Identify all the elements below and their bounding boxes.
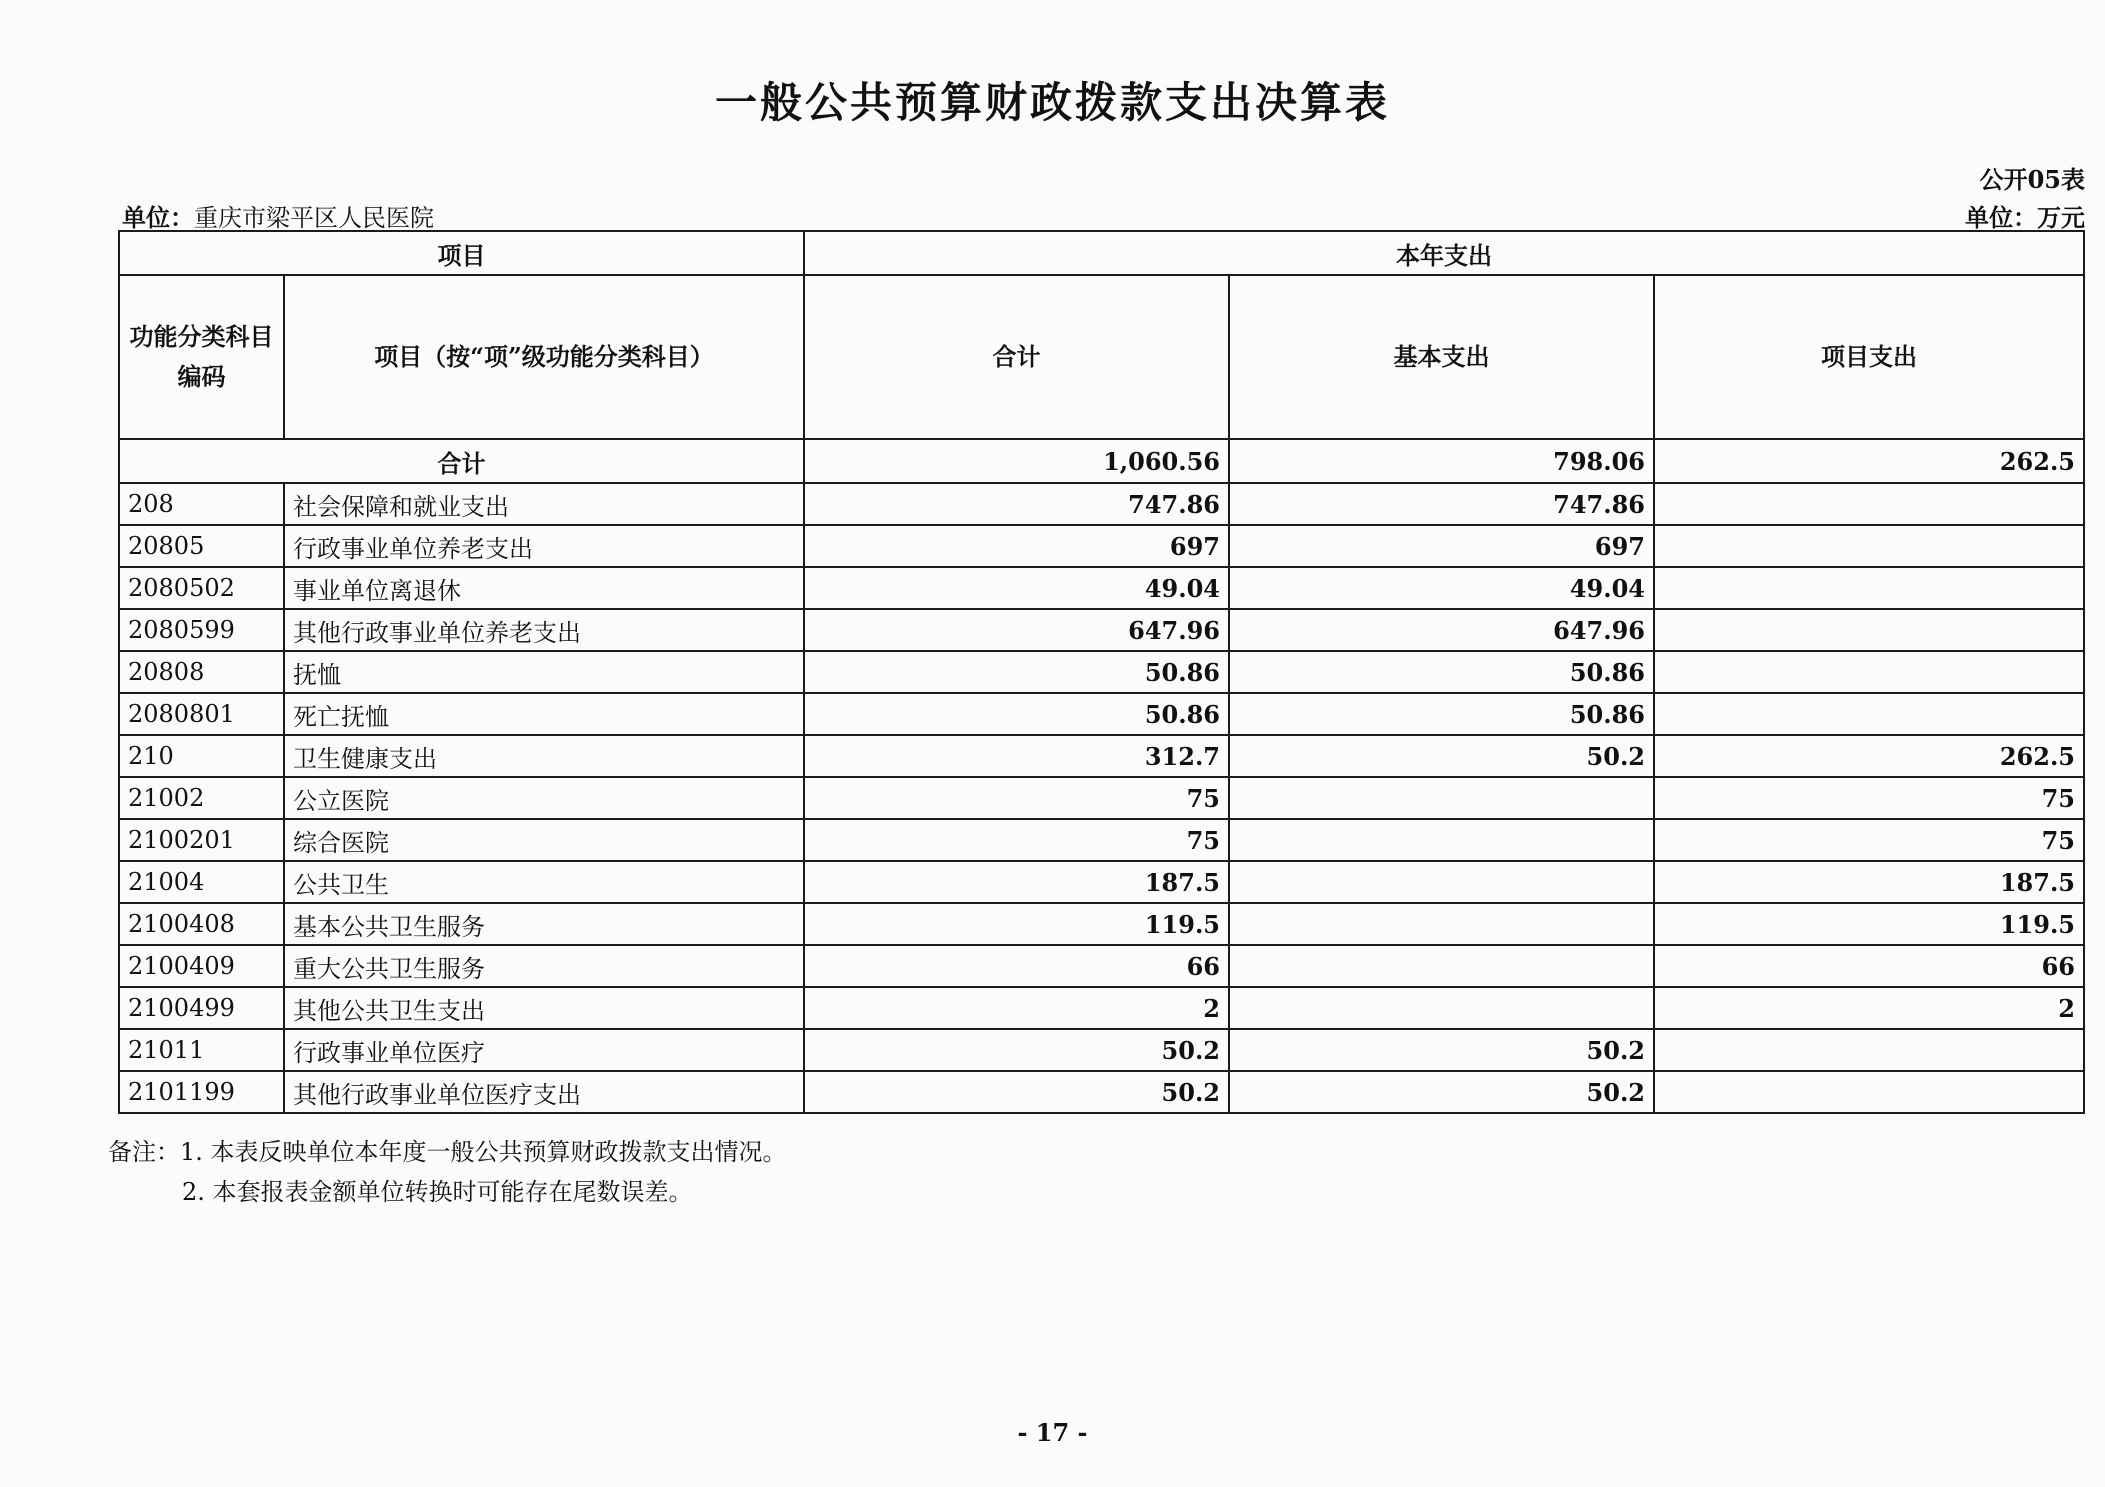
row-basic: [1229, 903, 1654, 945]
row-total: 697: [804, 525, 1229, 567]
row-code: 2100408: [119, 903, 284, 945]
row-project: 75: [1654, 777, 2084, 819]
row-project: [1654, 609, 2084, 651]
row-code: 21002: [119, 777, 284, 819]
row-total: 50.86: [804, 651, 1229, 693]
row-project: [1654, 567, 2084, 609]
row-name: 卫生健康支出: [284, 735, 804, 777]
row-total: 647.96: [804, 609, 1229, 651]
row-basic: 50.2: [1229, 1029, 1654, 1071]
row-basic: 50.2: [1229, 735, 1654, 777]
row-name: 其他行政事业单位养老支出: [284, 609, 804, 651]
header-code: 功能分类科目编码: [119, 275, 284, 439]
row-total: 75: [804, 777, 1229, 819]
row-name: 重大公共卫生服务: [284, 945, 804, 987]
total-row: [119, 439, 2084, 483]
row-code: 2100201: [119, 819, 284, 861]
header-current-year: 本年支出: [804, 231, 2084, 275]
row-project: [1654, 693, 2084, 735]
total-project: 262.5: [1654, 439, 2084, 483]
row-total: 187.5: [804, 861, 1229, 903]
row-basic: 50.86: [1229, 693, 1654, 735]
unit-line: [122, 198, 434, 233]
row-total: 747.86: [804, 483, 1229, 525]
row-name: 行政事业单位医疗: [284, 1029, 804, 1071]
row-project: 187.5: [1654, 861, 2084, 903]
row-name: 综合医院: [284, 819, 804, 861]
row-project: 119.5: [1654, 903, 2084, 945]
row-project: 75: [1654, 819, 2084, 861]
unit-name: 重庆市梁平区人民医院: [194, 204, 434, 232]
row-code: 2080502: [119, 567, 284, 609]
table-row: [119, 651, 2084, 693]
row-project: 2: [1654, 987, 2084, 1029]
table-row: [119, 987, 2084, 1029]
row-name: 社会保障和就业支出: [284, 483, 804, 525]
total-label: 合计: [119, 439, 804, 483]
table-row: [119, 1029, 2084, 1071]
row-name: 死亡抚恤: [284, 693, 804, 735]
row-total: 312.7: [804, 735, 1229, 777]
row-code: 21011: [119, 1029, 284, 1071]
row-code: 2080801: [119, 693, 284, 735]
header-row-1: [119, 231, 2084, 275]
note-2: 2. 本套报表金额单位转换时可能存在尾数误差。: [182, 1178, 693, 1206]
row-total: 119.5: [804, 903, 1229, 945]
row-code: 20808: [119, 651, 284, 693]
row-name: 公共卫生: [284, 861, 804, 903]
row-name: 事业单位离退休: [284, 567, 804, 609]
table-row: [119, 693, 2084, 735]
report-title: 一般公共预算财政拨款支出决算表: [714, 78, 1390, 127]
table-row: [119, 945, 2084, 987]
table-row: [119, 777, 2084, 819]
row-project: 262.5: [1654, 735, 2084, 777]
row-code: 2080599: [119, 609, 284, 651]
unit-label: 单位：: [122, 203, 194, 232]
row-project: [1654, 1029, 2084, 1071]
row-basic: 747.86: [1229, 483, 1654, 525]
row-basic: 49.04: [1229, 567, 1654, 609]
row-code: 2101199: [119, 1071, 284, 1113]
row-code: 208: [119, 483, 284, 525]
notes: [108, 1132, 787, 1212]
row-name: 行政事业单位养老支出: [284, 525, 804, 567]
table-row: [119, 903, 2084, 945]
header-project: 项目: [119, 231, 804, 275]
row-total: 49.04: [804, 567, 1229, 609]
row-name: 其他行政事业单位医疗支出: [284, 1071, 804, 1113]
header-total: 合计: [804, 275, 1229, 439]
row-total: 50.2: [804, 1071, 1229, 1113]
row-name: 抚恤: [284, 651, 804, 693]
row-basic: [1229, 777, 1654, 819]
table-row: [119, 1071, 2084, 1113]
table-row: [119, 483, 2084, 525]
row-code: 2100409: [119, 945, 284, 987]
row-basic: 697: [1229, 525, 1654, 567]
row-total: 66: [804, 945, 1229, 987]
row-basic: 647.96: [1229, 609, 1654, 651]
page-number: - 17 -: [1017, 1418, 1088, 1447]
form-number: 公开05表: [1979, 165, 2085, 194]
table-row: [119, 819, 2084, 861]
row-code: 210: [119, 735, 284, 777]
row-project: [1654, 651, 2084, 693]
row-project: 66: [1654, 945, 2084, 987]
note-1: 备注：1. 本表反映单位本年度一般公共预算财政拨款支出情况。: [108, 1138, 787, 1166]
total-amount: 1,060.56: [804, 439, 1229, 483]
row-project: [1654, 483, 2084, 525]
row-basic: [1229, 861, 1654, 903]
row-basic: [1229, 819, 1654, 861]
row-name: 公立医院: [284, 777, 804, 819]
table-row: [119, 861, 2084, 903]
row-basic: [1229, 987, 1654, 1029]
row-code: 21004: [119, 861, 284, 903]
table-row: [119, 567, 2084, 609]
row-name: 基本公共卫生服务: [284, 903, 804, 945]
expenditure-table: [118, 230, 2085, 1114]
row-code: 2100499: [119, 987, 284, 1029]
row-total: 50.2: [804, 1029, 1229, 1071]
row-code: 20805: [119, 525, 284, 567]
header-basic: 基本支出: [1229, 275, 1654, 439]
header-project-exp: 项目支出: [1654, 275, 2084, 439]
row-basic: [1229, 945, 1654, 987]
row-project: [1654, 525, 2084, 567]
row-total: 2: [804, 987, 1229, 1029]
row-total: 75: [804, 819, 1229, 861]
table-row: [119, 735, 2084, 777]
currency-unit: 单位：万元: [1965, 203, 2085, 232]
total-basic: 798.06: [1229, 439, 1654, 483]
header-name: 项目（按“项”级功能分类科目）: [284, 275, 804, 439]
row-total: 50.86: [804, 693, 1229, 735]
row-project: [1654, 1071, 2084, 1113]
table-row: [119, 525, 2084, 567]
row-basic: 50.86: [1229, 651, 1654, 693]
header-row-2: [119, 275, 2084, 439]
row-name: 其他公共卫生支出: [284, 987, 804, 1029]
table-row: [119, 609, 2084, 651]
row-basic: 50.2: [1229, 1071, 1654, 1113]
